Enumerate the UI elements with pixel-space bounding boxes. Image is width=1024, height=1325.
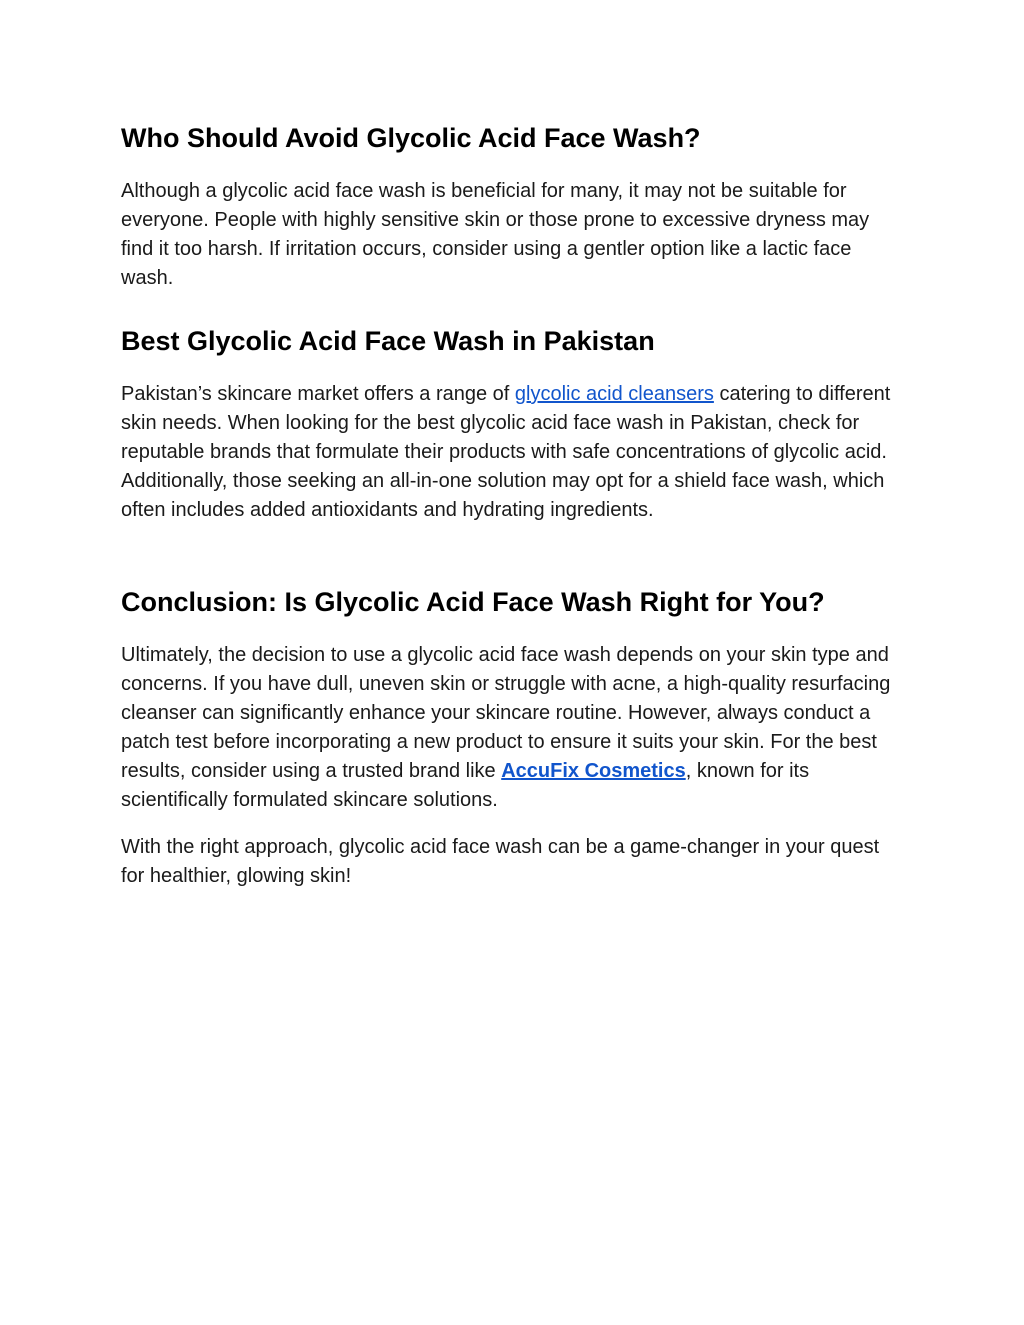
paragraph-text-segment: Pakistan’s skincare market offers a range of — [121, 383, 515, 405]
accufix-cosmetics-link[interactable]: AccuFix Cosmetics — [501, 760, 686, 782]
glycolic-acid-cleansers-link[interactable]: glycolic acid cleansers — [514, 383, 714, 405]
paragraph-closing: With the right approach, glycolic acid face wash can be a game-changer in your quest for healthier, glowing skin! — [121, 836, 880, 887]
paragraph-conclusion — [121, 641, 911, 815]
heading-who-should-avoid: Who Should Avoid Glycolic Acid Face Wash? — [121, 123, 701, 153]
heading-best-in-pakistan: Best Glycolic Acid Face Wash in Pakistan — [121, 326, 655, 356]
paragraph-best-in-pakistan — [121, 380, 896, 525]
paragraph-text-segment: , known for its scientifically formulated skincare solutions. — [121, 760, 810, 811]
paragraph-text-segment: catering to different skin needs. When looking for the best glycolic acid face wash in Pakistan, check for reputable brands that formulate their products with safe concentrations of glycolic acid. Additionally, those seeking an all-in-one solution may opt for a shield face wash, which often includes added antioxidants and hydrating ingredients. — [121, 383, 891, 521]
paragraph-who-should-avoid: Although a glycolic acid face wash is beneficial for many, it may not be suitable for everyone. People with highly sensitive skin or those prone to excessive dryness may find it too harsh. If irritation occurs, consider using a gentler option like a lactic face wash. — [121, 180, 870, 289]
heading-conclusion: Conclusion: Is Glycolic Acid Face Wash Right for You? — [121, 587, 825, 617]
paragraph-text-segment: Ultimately, the decision to use a glycolic acid face wash depends on your skin type and concerns. If you have dull, uneven skin or struggle with acne, a high-quality resurfacing cleanser can significantly enhance your skincare routine. However, always conduct a patch test before incorporating a new product to ensure it suits your skin. For the best results, consider using a trusted brand like — [121, 644, 891, 782]
